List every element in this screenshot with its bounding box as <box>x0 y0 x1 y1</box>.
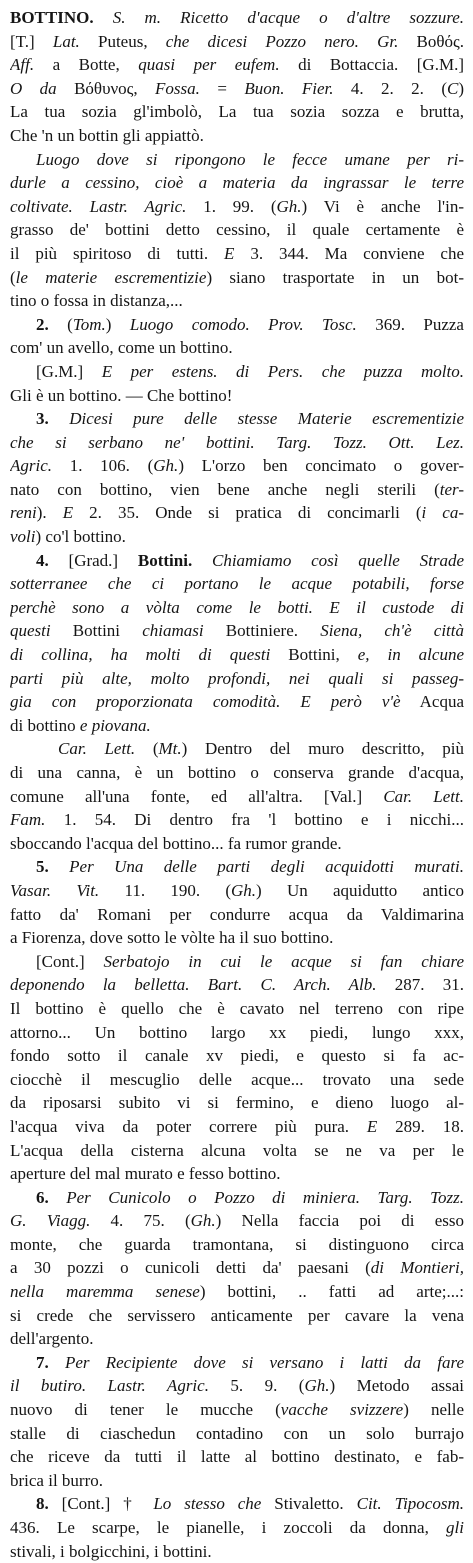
text-line: di collina, ha molti di questi Bottini, e, in alcune <box>10 645 464 665</box>
text-line: perchè sono a vòlta come le botti. E il custode di <box>10 597 464 617</box>
text-line: com' un avello, come un bottino. <box>10 338 233 358</box>
text-line: 436. Le scarpe, le pianelle, i zoccoli da donna, gli <box>10 1518 464 1537</box>
text-line: Vasar. Vit. 11. 190. (Gh.) Un aquidutto antico <box>10 880 464 900</box>
text-line: G. Viagg. 4. 75. (Gh.) Nella faccia poi di esso <box>10 1211 464 1231</box>
text-line: reni). E 2. 35. Onde si pratica di concimarli (i ca- <box>10 503 464 523</box>
text-line: monte, che guarda tramontana, si distinguono circa <box>10 1234 464 1254</box>
text-line: nella maremma senese) bottini, .. fatti ad arte;...: <box>10 1282 464 1302</box>
text-line: Che 'n un bottin gli appiattò. <box>10 125 204 145</box>
text-line: gia con proporzionata comodità. E però v'è Acqua <box>10 692 464 712</box>
text-line: 5. Per Una delle parti degli acquidotti murati. <box>36 857 464 877</box>
dictionary-entry-bottino <box>10 6 464 1563</box>
text-line: 7. Per Recipiente dove si versano i latti da fare <box>36 1352 464 1372</box>
text-line: 2. (Tom.) Luogo comodo. Prov. Tosc. 369. Puzza <box>36 314 464 334</box>
text-line: di una canna, è un bottino o conserva grande d'acqua, <box>10 763 464 782</box>
text-line: tino o fossa in distanza,... <box>10 291 183 311</box>
text-line: O da Βόθυνος, Fossa. = Buon. Fier. 4. 2. 2. (C) <box>10 78 464 98</box>
text-line: il butiro. Lastr. Agric. 5. 9. (Gh.) Metodo assai <box>10 1376 464 1396</box>
text-line: Fam. 1. 54. Di dentro fra 'l bottino e i nicchi... <box>10 810 464 830</box>
text-line: 6. Per Cunicolo o Pozzo di miniera. Targ. Tozz. <box>36 1187 464 1207</box>
text-line: si crede che servissero anticamente per cavare la vena <box>10 1305 464 1325</box>
text-line: aperture del mal murato e fesso bottino. <box>10 1164 281 1184</box>
text-line: L'acqua della cisterna alcuna volta se ne va per le <box>10 1140 464 1160</box>
text-line: stalle di ciaschedun contadino con un solo burrajo <box>10 1423 464 1443</box>
text-line: che si serbano ne' bottini. Targ. Tozz. Ott. Lez. <box>10 432 464 452</box>
text-line: sboccando l'acqua del bottino... fa rumor grande. <box>10 833 342 853</box>
text-line: questi Bottini chiamasi Bottiniere. Siena, ch'è città <box>10 621 464 641</box>
text-line: fondo sotto il canale xv piedi, e questo si fa ac- <box>10 1046 464 1066</box>
text-line: a Fiorenza, dove sotto le vòlte ha il suo bottino. <box>10 928 334 948</box>
text-line: deponendo la belletta. Bart. C. Arch. Alb. 287. 31. <box>10 975 464 995</box>
text-line: Luogo dove si ripongono le fecce umane per ri- <box>36 149 464 169</box>
text-line: il più spiritoso di tutti. E 3. 344. Ma conviene che <box>10 243 464 263</box>
text-line: parti più alte, molto profondi, nei quali si passeg- <box>10 668 464 688</box>
text-line: attorno... Un bottino largo xx piedi, lungo xxx, <box>10 1022 464 1042</box>
text-line: fatto da' Romani per condurre acqua da Valdimarina <box>10 904 464 924</box>
text-line: dell'argento. <box>10 1329 94 1349</box>
text-line: di bottino e piovana. <box>10 715 151 735</box>
text-line: che riceve da tutti il latte al bottino destinato, e fab- <box>10 1447 464 1467</box>
text-line: nuovo di tener le mucche (vacche svizzere) nelle <box>10 1400 464 1420</box>
text-line: [G.M.] E per estens. di Pers. che puzza molto. <box>36 361 464 381</box>
text-line: Il bottino è quello che è cavato nel terreno con ripe <box>10 998 464 1018</box>
text-line: La tua sozia gl'imbolò, La tua sozia sozza e brutta, <box>10 102 464 122</box>
text-line: nato con bottino, vien bene anche negli sterili (ter- <box>10 479 464 499</box>
text-line: da riposarsi subito vi si fermino, e dieno luogo al- <box>10 1093 464 1113</box>
text-line: grasso de' bottini detto cessino, il quale certamente è <box>10 220 464 240</box>
text-line: 3. Dicesi pure delle stesse Materie escrementizie <box>36 409 464 429</box>
text-line: durle a cessino, cioè a materia da ingrassar le terre <box>10 173 464 193</box>
text-line: [T.] Lat. Puteus, che dicesi Pozzo nero. Gr. Βοθός. <box>10 31 464 51</box>
text-line: ciocchè il mescuglio delle acque... trovato una sede <box>10 1069 464 1089</box>
text-line: a 30 pozzi o cunicoli detti da' paesani (di Montieri, <box>10 1258 464 1278</box>
text-line: voli) co'l bottino. <box>10 527 126 547</box>
text-line: sotterranee che ci portano le acque potabili, forse <box>10 574 464 594</box>
text-line: stivali, i bolgicchini, i bottini. <box>10 1541 212 1561</box>
text-line: Agric. 1. 106. (Gh.) L'orzo ben concimato o gover- <box>10 456 464 476</box>
text-line: (le materie escrementizie) siano trasportate in un bot- <box>10 267 464 287</box>
text-line: Car. Lett. (Mt.) Dentro del muro descritto, più <box>58 739 464 759</box>
text-line: Gli è un bottino. — Che bottino! <box>10 385 233 405</box>
text-line: Aff. a Botte, quasi per eufem. di Bottaccia. [G.M.] <box>10 55 464 75</box>
text-line: [Cont.] Serbatojo in cui le acque si fan chiare <box>36 951 464 971</box>
text-line: l'acqua viva da poter correre più pura. E 289. 18. <box>10 1116 464 1136</box>
text-line: BOTTINO. S. m. Ricetto d'acque o d'altre sozzure. <box>10 8 464 27</box>
text-line: coltivate. Lastr. Agric. 1. 99. (Gh.) Vi è anche l'in- <box>10 196 464 216</box>
text-line: 4. [Grad.] Bottini. Chiamiamo così quelle Strade <box>36 550 464 570</box>
text-line: comune all'una fonte, ed all'altra. [Val.] Car. Lett. <box>10 786 464 806</box>
text-line: brica il burro. <box>10 1470 103 1490</box>
text-line: 8. [Cont.] † Lo stesso che Stivaletto. Cit. Tipocosm. <box>36 1494 464 1514</box>
